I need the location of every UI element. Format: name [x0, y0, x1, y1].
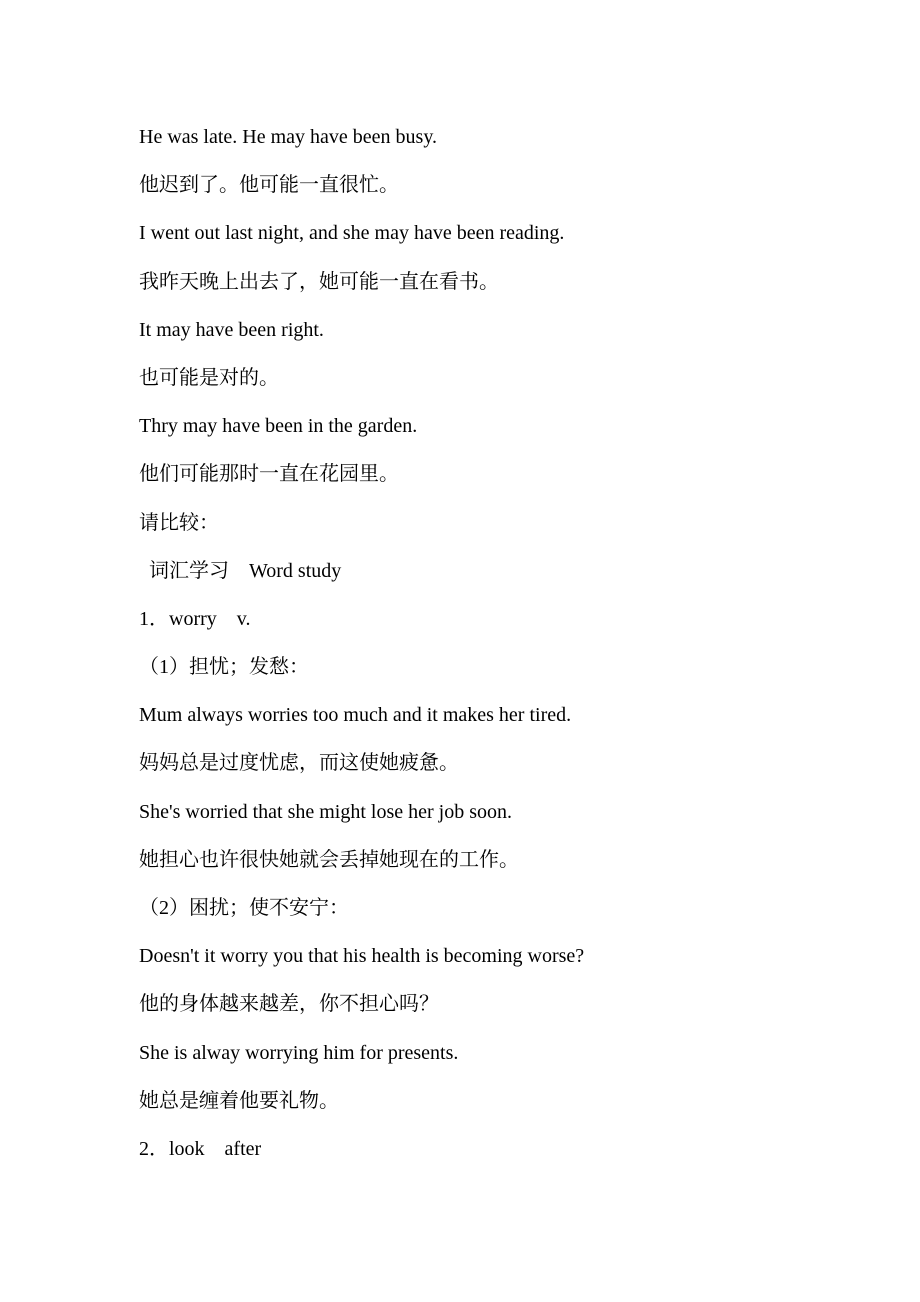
text-line: 我昨天晚上出去了，她可能一直在看书。	[139, 270, 499, 293]
text-line: 他的身体越来越差，你不担心吗？	[139, 993, 439, 1016]
text-line: It may have been right.	[139, 318, 324, 341]
text-line: Mum always worries too much and it makes her tired.	[139, 704, 572, 727]
text-line: 也可能是对的。	[139, 366, 279, 389]
text-line: He was late. He may have been busy.	[139, 126, 438, 148]
text-line: 请比较：	[139, 511, 219, 534]
text-line: 他迟到了。他可能一直很忙。	[139, 174, 399, 197]
vocab-entry: 1．worry v.	[139, 607, 251, 630]
text-line: 妈妈总是过度忧虑，而这使她疲惫。	[139, 752, 459, 775]
text-line: I went out last night, and she may have been reading.	[139, 222, 565, 245]
text-line: 她总是缠着他要礼物。	[139, 1089, 339, 1112]
text-line: 他们可能那时一直在花园里。	[139, 463, 399, 486]
sense-heading: （1）担忧；发愁：	[139, 656, 309, 679]
text-line: Doesn't it worry you that his health is becoming worse?	[139, 945, 585, 968]
text-line: She is alway worrying him for presents.	[139, 1041, 459, 1064]
text-line: She's worried that she might lose her job soon.	[139, 800, 512, 823]
text-line: 她担心也许很快她就会丢掉她现在的工作。	[139, 848, 519, 871]
document-body	[139, 113, 880, 1173]
text-line: Thry may have been in the garden.	[139, 415, 418, 438]
sense-heading: （2）困扰；使不安宁：	[139, 897, 349, 919]
section-heading: 词汇学习 Word study	[139, 559, 342, 582]
vocab-entry: 2．look after	[139, 1137, 262, 1160]
